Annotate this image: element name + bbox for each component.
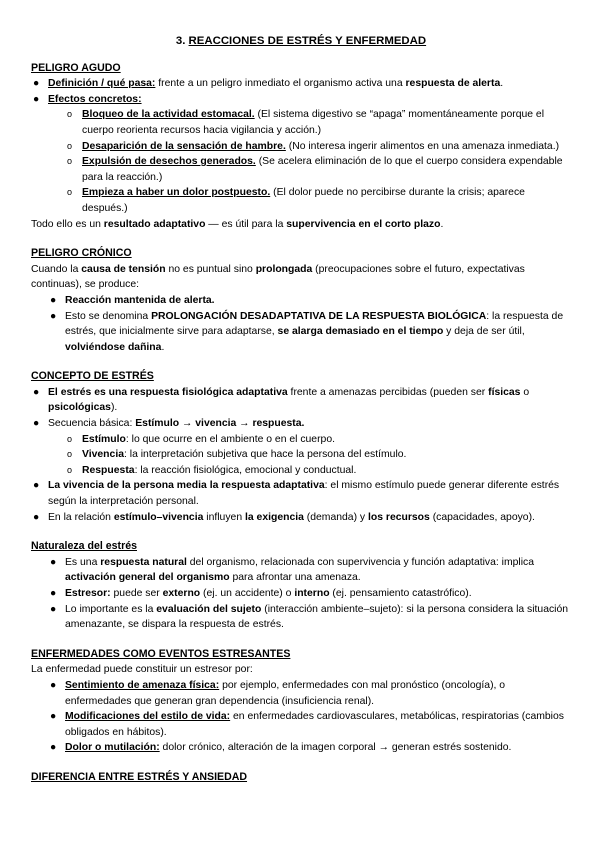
section-concepto-estres xyxy=(31,369,571,525)
bullet-dot-icon: ● xyxy=(50,711,57,723)
section-enfermedades-estresantes xyxy=(31,647,571,756)
sub-list-item: o Bloqueo de la actividad estomacal. (El sistema digestivo se “apaga” momentáneamente porque el cuerpo reorienta recursos hacia vigilancia y acción.) xyxy=(67,109,545,136)
sub-list-item: o Desaparición de la sensación de hambre. (No interesa ingerir alimentos en una amenaza inmediata.) xyxy=(31,139,571,155)
list-item: ● Dolor o mutilación: dolor crónico, alteración de la imagen corporal → generan estrés sostenido. xyxy=(31,740,571,756)
bullet-dot-icon: ● xyxy=(33,93,40,105)
list-item: ● Efectos concretos: xyxy=(31,92,571,108)
bullet-dot-icon: ● xyxy=(50,556,57,568)
bullet-list xyxy=(31,293,571,355)
section-heading: Naturaleza del estrés xyxy=(31,540,137,553)
list-item: ● Es una respuesta natural del organismo, relacionada con supervivencia y función adaptativa: implica activación general del organismo para afrontar una amenaza. xyxy=(50,556,535,584)
section-peligro-agudo xyxy=(31,61,571,233)
bullet-list xyxy=(31,678,571,756)
bullet-circle-icon: o xyxy=(67,109,73,120)
sub-list-item: o Respuesta: la reacción fisiológica, emocional y conductual. xyxy=(31,463,571,479)
bullet-circle-icon: o xyxy=(67,449,73,460)
section-heading: DIFERENCIA ENTRE ESTRÉS Y ANSIEDAD xyxy=(31,770,248,783)
paragraph: Cuando la causa de tensión no es puntual sino prolongada (preocupaciones sobre el futuro, expectativas continuas), se produce: xyxy=(31,263,525,291)
page-title xyxy=(31,34,571,50)
bullet-dot-icon: ● xyxy=(33,78,40,90)
title-text: REACCIONES DE ESTRÉS Y ENFERMEDAD xyxy=(188,35,427,47)
bullet-dot-icon: ● xyxy=(50,294,57,306)
bullet-dot-icon: ● xyxy=(50,310,57,322)
sub-list-item: o Vivencia: la interpretación subjetiva que hace la persona del estímulo. xyxy=(31,447,571,463)
list-item: ● Definición / qué pasa: frente a un peligro inmediato el organismo activa una respuesta de alerta. xyxy=(31,76,571,92)
bullet-circle-icon: o xyxy=(67,140,73,151)
bullet-circle-icon: o xyxy=(67,464,73,475)
sub-list-item: o Empieza a haber un dolor postpuesto. (El dolor puede no percibirse durante la crisis; aparece después.) xyxy=(67,187,525,214)
list-item: ● Lo importante es la evaluación del sujeto (interacción ambiente–sujeto): si la persona considera la situación amenazante, se dispara la respuesta de estrés. xyxy=(50,603,569,631)
bullet-dot-icon: ● xyxy=(33,386,40,398)
sub-list-item: o Expulsión de desechos generados. (Se acelera eliminación de lo que el cuerpo considera expendable para la reacción.) xyxy=(67,156,563,183)
bullet-circle-icon: o xyxy=(67,156,73,167)
bullet-circle-icon: o xyxy=(67,433,73,444)
document-page xyxy=(31,34,571,786)
bullet-dot-icon: ● xyxy=(50,742,57,754)
paragraph: La enfermedad puede constituir un estresor por: xyxy=(31,664,253,676)
paragraph: Todo ello es un resultado adaptativo — es útil para la supervivencia en el corto plazo. xyxy=(31,218,444,230)
bullet-dot-icon: ● xyxy=(50,588,57,599)
section-heading: ENFERMEDADES COMO EVENTOS ESTRESANTES xyxy=(31,647,291,660)
section-naturaleza-estres xyxy=(31,539,571,633)
list-item: ● Estresor: puede ser externo (ej. un accidente) o interno (ej. pensamiento catastrófico). xyxy=(31,586,571,602)
section-diferencia-estres-ansiedad xyxy=(31,770,571,786)
title-number: 3. xyxy=(175,35,189,47)
section-peligro-cronico xyxy=(31,246,571,355)
section-heading: CONCEPTO DE ESTRÉS xyxy=(31,370,154,383)
bullet-dot-icon: ● xyxy=(33,480,40,492)
list-item: ● Secuencia básica: Estímulo → vivencia → respuesta. xyxy=(31,416,571,432)
list-item: ● Reacción mantenida de alerta. xyxy=(31,293,571,309)
list-item: ● En la relación estímulo–vivencia influyen la exigencia (demanda) y los recursos (capacidades, apoyo). xyxy=(31,510,571,526)
bullet-dot-icon: ● xyxy=(50,679,57,691)
section-heading: PELIGRO CRÓNICO xyxy=(31,247,132,260)
bullet-list xyxy=(31,76,571,216)
list-item: ● El estrés es una respuesta fisiológica adaptativa frente a amenazas percibidas (pueden ser físicas o psicológicas). xyxy=(33,386,530,414)
list-item: ● Sentimiento de amenaza física: por ejemplo, enfermedades con mal pronóstico (oncología), o enfermedades que generan gran dependencia (insuficiencia renal). xyxy=(50,679,506,707)
sub-list-item: o Estímulo: lo que ocurre en el ambiente o en el cuerpo. xyxy=(31,432,571,448)
list-item: ● La vivencia de la persona media la respuesta adaptativa: el mismo estímulo puede generar diferente estrés según la interpretación personal. xyxy=(33,480,560,508)
bullet-dot-icon: ● xyxy=(33,511,40,523)
bullet-list xyxy=(31,555,571,633)
list-item: ● Modificaciones del estilo de vida: en enfermedades cardiovasculares, metabólicas, respiratorias (cambios obligados en hábitos). xyxy=(50,711,564,738)
section-heading: PELIGRO AGUDO xyxy=(31,61,121,74)
list-item: ● Esto se denomina PROLONGACIÓN DESADAPTATIVA DE LA RESPUESTA BIOLÓGICA: la respuesta de estrés, que inicialmente sirve para adaptarse, se alarga demasiado en el tiempo y deja de ser útil, volviéndose dañina. xyxy=(50,310,564,353)
bullet-list xyxy=(31,385,571,525)
bullet-circle-icon: o xyxy=(67,187,73,198)
bullet-dot-icon: ● xyxy=(50,603,57,615)
bullet-dot-icon: ● xyxy=(33,418,40,430)
